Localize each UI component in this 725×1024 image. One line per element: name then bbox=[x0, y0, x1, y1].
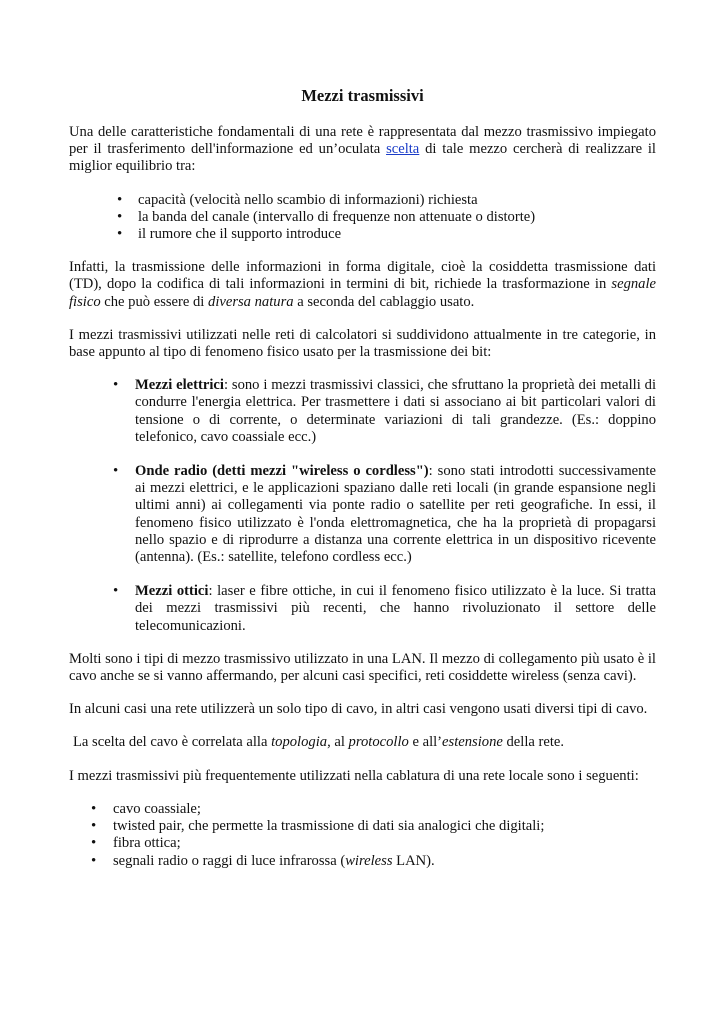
td-paragraph bbox=[69, 259, 656, 311]
emphasis-text: segnale fisico bbox=[69, 276, 656, 310]
text-span: della rete. bbox=[502, 734, 565, 751]
emphasis-text: diversa natura bbox=[208, 293, 294, 310]
intro-text-after: di tale mezzo cercherà di realizzare il miglior equilibrio tra: bbox=[69, 141, 656, 175]
cable-paragraph: In alcuni casi una rete utilizzerà un solo tipo di cavo, in altri casi vengono usati diversi tipi di cavo. bbox=[69, 701, 648, 718]
list-item: • capacità (velocità nello scambio di informazioni) richiesta bbox=[138, 192, 656, 209]
category-optical bbox=[135, 583, 656, 635]
text-span: e all’ bbox=[408, 734, 443, 751]
category-text: : sono stati introdotti successivamente ai mezzi elettrici, e le applicazioni spaziano dalle reti locali (in grande espansione negli ultimi anni) ai collegamenti via ponte radio o satellite per reti geografiche. In essi, il fenomeno fisico utilizzato è l'onda elettromagnetica, che ha la proprietà di propagarsi nello spazio e di riprodurre a distanza una corrente elettrica in un dispositivo ricevente (antenna). (Es.: satellite, telefono cordless ecc.) bbox=[135, 463, 656, 566]
list-item: • cavo coassiale; bbox=[113, 801, 656, 818]
text-span: a seconda del cablaggio usato. bbox=[293, 293, 475, 310]
scelta-link[interactable]: scelta bbox=[386, 141, 420, 158]
intro-text-before: Una delle caratteristiche fondamentali di una rete è rappresentata dal mezzo trasmissivo impiegato per il trasferimento dell'informazione ed un’oculata bbox=[69, 124, 656, 158]
text-span: La scelta del cavo è correlata alla bbox=[73, 734, 272, 751]
category-text: : laser e fibre ottiche, in cui il fenomeno fisico utilizzato è la luce. Si tratta dei mezzi trasmissivi più recenti, che hanno rivoluzionato il settore delle telecomunicazioni. bbox=[135, 583, 656, 634]
document-page bbox=[69, 86, 656, 870]
text-span: che può essere di bbox=[100, 293, 209, 310]
text-span: segnali radio o raggi di luce infrarossa ( bbox=[113, 852, 346, 869]
common-media-intro: I mezzi trasmissivi più frequentemente utilizzati nella cablatura di una rete locale sono i seguenti: bbox=[69, 767, 639, 784]
category-radio bbox=[135, 463, 656, 566]
category-electric bbox=[135, 377, 656, 446]
categories-list bbox=[69, 377, 656, 635]
common-media-list bbox=[69, 801, 656, 870]
intro-paragraph bbox=[69, 124, 656, 176]
page-title: Mezzi trasmissivi bbox=[301, 86, 424, 105]
emphasis-text: wireless bbox=[345, 852, 393, 869]
list-item bbox=[113, 853, 656, 870]
emphasis-text: estensione bbox=[442, 734, 503, 751]
list-item: • il rumore che il supporto introduce bbox=[138, 226, 656, 243]
list-item: • twisted pair, che permette la trasmissione di dati sia analogici che digitali; bbox=[113, 818, 656, 835]
category-name: Mezzi ottici bbox=[135, 583, 209, 600]
categories-intro: I mezzi trasmissivi utilizzati nelle reti di calcolatori si suddividono attualmente in tre categorie, in base appunto al tipo di fenomeno fisico usato per la trasmissione dei bit: bbox=[69, 326, 656, 361]
emphasis-text: protocollo bbox=[348, 734, 409, 751]
category-name: Mezzi elettrici bbox=[135, 377, 224, 394]
choice-paragraph bbox=[73, 734, 656, 751]
factors-list bbox=[69, 192, 656, 244]
text-span: Infatti, la trasmissione delle informazioni in forma digitale, cioè la cosiddetta trasmissione dati (TD), dopo la codifica di tali informazioni in termini di bit, richiede la trasformazione in bbox=[69, 259, 656, 293]
text-span: LAN). bbox=[392, 852, 435, 869]
category-text: : sono i mezzi trasmissivi classici, che sfruttano la proprietà dei metalli di condurre l'energia elettrica. Per trasmettere i dati si associano ai bit particolari valori di tensione o di corrente, o determinate variazioni di tali grandezze. (Es.: doppino telefonico, cavo coassiale ecc.) bbox=[135, 377, 657, 445]
category-name: Onde radio (detti mezzi "wireless o cordless") bbox=[135, 463, 429, 480]
list-item: • la banda del canale (intervallo di frequenze non attenuate o distorte) bbox=[138, 209, 656, 226]
text-span: , al bbox=[327, 734, 349, 751]
list-item: • fibra ottica; bbox=[113, 835, 656, 852]
emphasis-text: topologia bbox=[271, 734, 328, 751]
lan-paragraph: Molti sono i tipi di mezzo trasmissivo utilizzato in una LAN. Il mezzo di collegamento più usato è il cavo anche se si vanno affermando, per alcuni casi specifici, reti cosiddette wireless (senza cavi). bbox=[69, 650, 656, 685]
